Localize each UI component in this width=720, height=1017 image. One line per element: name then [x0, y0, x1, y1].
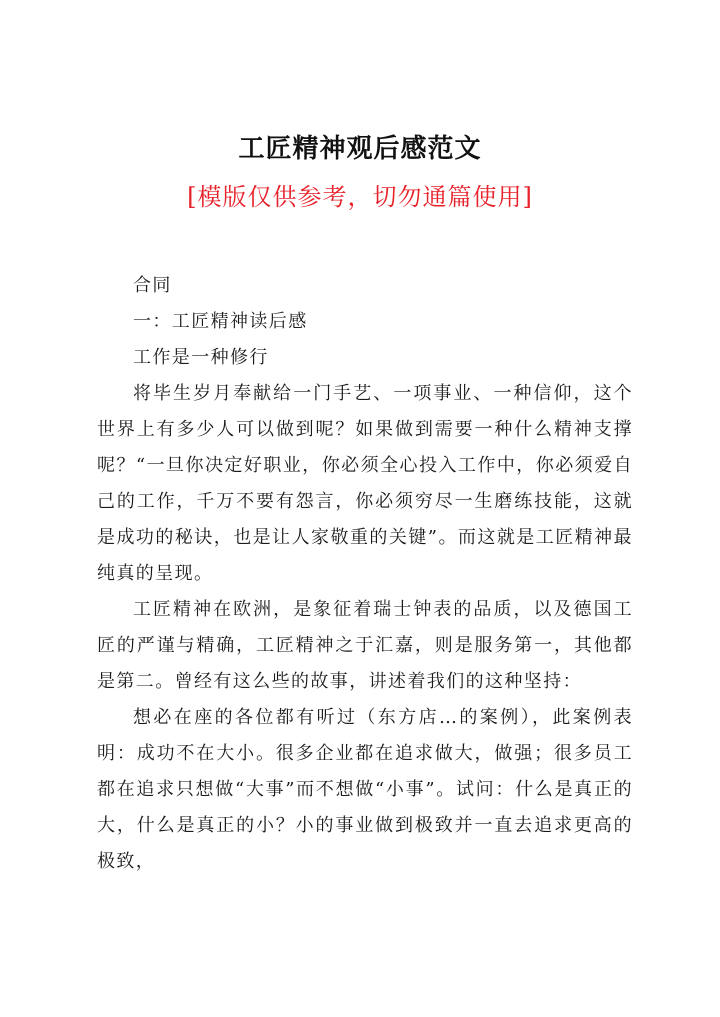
- paragraph: 将毕生岁月奉献给一门手艺、一项事业、一种信仰，这个世界上有多少人可以做到呢？如果做到需要一种什么精神支撑呢？“一旦你决定好职业，你必须全心投入工作中，你必须爱自己的工作，千万不要有怨言，你必须穷尽一生磨练技能，这就是成功的秘诀，也是让人家敬重的关键”。而这就是工匠精神最纯真的呈现。: [97, 383, 633, 584]
- paragraph-heading-contract: 合同: [133, 275, 172, 296]
- paragraph-subheading: 工作是一种修行: [133, 347, 269, 368]
- paragraph: 想必在座的各位都有听过（东方店…的案例），此案例表明：成功不在大小。很多企业都在追求做大，做强；很多员工都在追求只想做“大事”而不想做“小事”。试问：什么是真正的大，什么是真正的小？小的事业做到极致并一直去追求更高的极致，: [97, 707, 633, 872]
- paragraph-section-heading: 一：工匠精神读后感: [133, 311, 308, 332]
- page-title: 工匠精神观后感范文: [238, 134, 482, 164]
- document-body: [97, 268, 633, 880]
- template-notice: [模版仅供参考，切勿通篇使用]: [187, 183, 533, 211]
- paragraph: 工匠精神在欧洲，是象征着瑞士钟表的品质，以及德国工匠的严谨与精确，工匠精神之于汇嘉，则是服务第一，其他都是第二。曾经有这么些的故事，讲述着我们的这种坚持：: [97, 599, 633, 692]
